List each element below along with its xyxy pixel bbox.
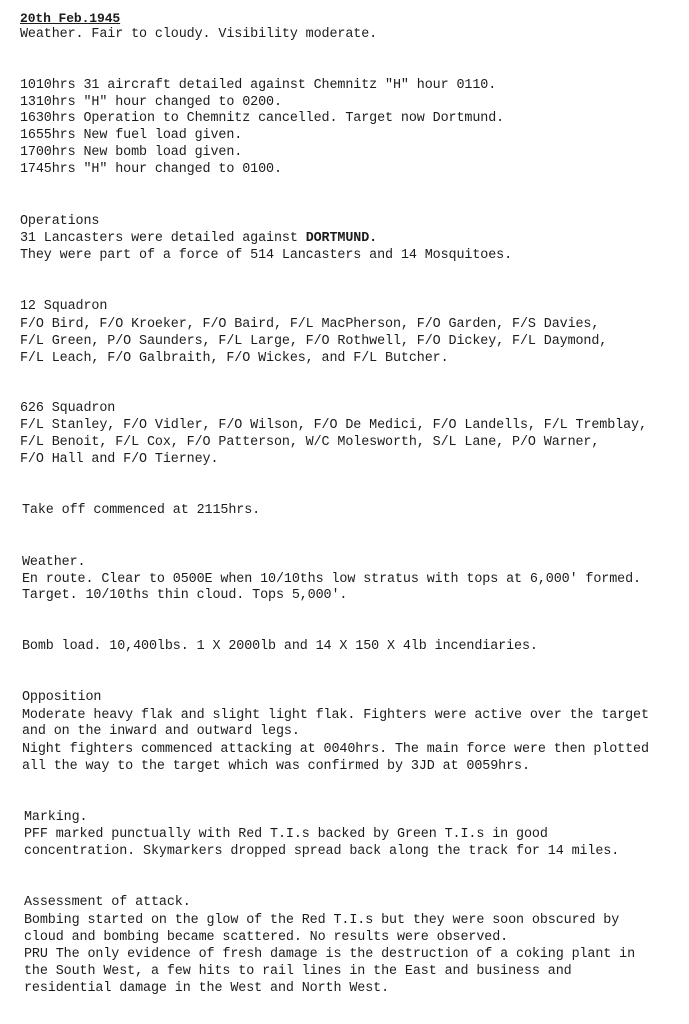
squadron-626-crew-line: F/L Stanley, F/O Vidler, F/O Wilson, F/O De Medici, F/O Landells, F/L Tremblay, <box>20 418 647 433</box>
squadron-12-crew-line: F/L Leach, F/O Galbraith, F/O Wickes, and F/L Butcher. <box>20 351 449 366</box>
squadron-626-crew-line: F/O Hall and F/O Tierney. <box>20 452 219 467</box>
opposition-line: all the way to the target which was confirmed by 3JD at 0059hrs. <box>22 759 530 774</box>
squadron-626-heading: 626 Squadron <box>20 401 116 416</box>
target-name: DORTMUND. <box>305 231 378 246</box>
marking-line: concentration. Skymarkers dropped spread back along the track for 14 miles. <box>24 844 620 859</box>
assessment-line: the South West, a few hits to rail lines in the East and business and <box>24 964 572 979</box>
assessment-line: Bombing started on the glow of the Red T.I.s but they were soon obscured by <box>24 913 620 928</box>
marking-heading: Marking. <box>24 810 88 825</box>
squadron-12-crew-line: F/O Bird, F/O Kroeker, F/O Baird, F/L MacPherson, F/O Garden, F/S Davies, <box>20 317 600 332</box>
opposition-line: Night fighters commenced attacking at 0040hrs. The main force were then plotted <box>22 742 649 757</box>
assessment-line: PRU The only evidence of fresh damage is the destruction of a coking plant in <box>24 947 636 962</box>
opposition-line: Moderate heavy flak and slight light flak. Fighters were active over the target <box>22 708 649 723</box>
weather-line: Target. 10/10ths thin cloud. Tops 5,000'. <box>22 588 348 603</box>
log-line: 1010hrs 31 aircraft detailed against Chemnitz "H" hour 0110. <box>20 78 497 93</box>
log-line: 1630hrs Operation to Chemnitz cancelled. Target now Dortmund. <box>20 111 505 126</box>
marking-line: PFF marked punctually with Red T.I.s backed by Green T.I.s in good <box>24 827 548 842</box>
operations-heading: Operations <box>20 214 100 229</box>
assessment-line: residential damage in the West and North West. <box>24 981 390 996</box>
log-line: 1745hrs "H" hour changed to 0100. <box>20 162 282 177</box>
takeoff-time: Take off commenced at 2115hrs. <box>22 503 261 518</box>
weather-heading: Weather. <box>22 555 86 570</box>
operations-detail <box>20 230 377 247</box>
squadron-12-heading: 12 Squadron <box>20 299 108 314</box>
operations-force: They were part of a force of 514 Lancasters and 14 Mosquitoes. <box>20 248 513 263</box>
date-heading: 20th Feb.1945 <box>20 11 121 26</box>
opposition-line: and on the inward and outward legs. <box>22 724 300 739</box>
weather-summary: Weather. Fair to cloudy. Visibility moderate. <box>20 27 378 42</box>
log-line: 1700hrs New bomb load given. <box>20 145 243 160</box>
bomb-load: Bomb load. 10,400lbs. 1 X 2000lb and 14 X 150 X 4lb incendiaries. <box>22 639 538 654</box>
operations-detail-text: 31 Lancasters were detailed against <box>20 231 306 246</box>
weather-line: En route. Clear to 0500E when 10/10ths low stratus with tops at 6,000' formed. <box>22 572 641 587</box>
assessment-line: cloud and bombing became scattered. No results were observed. <box>24 930 509 945</box>
log-line: 1310hrs "H" hour changed to 0200. <box>20 95 282 110</box>
squadron-626-crew-line: F/L Benoit, F/L Cox, F/O Patterson, W/C Molesworth, S/L Lane, P/O Warner, <box>20 435 600 450</box>
assessment-heading: Assessment of attack. <box>24 895 191 910</box>
squadron-12-crew-line: F/L Green, P/O Saunders, F/L Large, F/O Rothwell, F/O Dickey, F/L Daymond, <box>20 334 608 349</box>
log-line: 1655hrs New fuel load given. <box>20 128 243 143</box>
opposition-heading: Opposition <box>22 690 102 705</box>
